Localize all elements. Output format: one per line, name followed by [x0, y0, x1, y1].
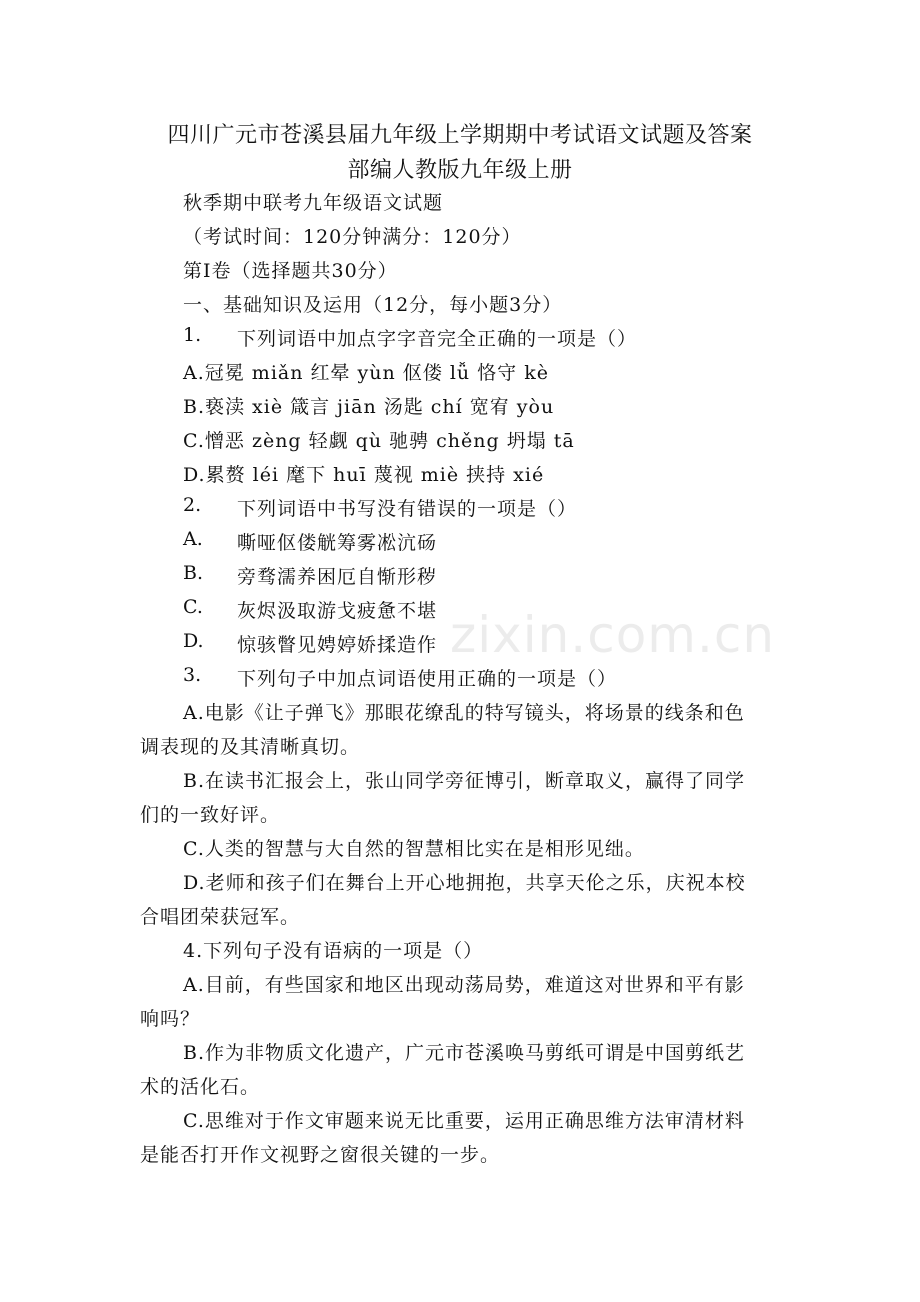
q3-option-c: C.人类的智慧与大自然的智慧相比实在是相形见绌。: [183, 838, 645, 860]
q4-option-c-cont: 是能否打开作文视野之窗很关键的一步。: [140, 1144, 501, 1166]
watermark: zixin.com.cn: [450, 606, 776, 664]
option-label: D.: [183, 630, 204, 652]
part-title: 一、基础知识及运用（12分，每小题3分）: [183, 294, 563, 316]
option-label: A.: [183, 528, 203, 550]
q1-option-d: D.累赘 léi 麾下 huī 蔑视 miè 挟持 xié: [183, 464, 545, 486]
question-3: 下列句子中加点词语使用正确的一项是（）: [237, 668, 618, 690]
q3-option-d-cont: 合唱团荣获冠军。: [140, 906, 301, 928]
section-title: 第Ⅰ卷（选择题共30分）: [183, 260, 398, 282]
q1-option-a: A.冠冕 miǎn 红晕 yùn 伛偻 lǚ 恪守 kè: [183, 362, 549, 384]
q3-option-d: D.老师和孩子们在舞台上开心地拥抱，共享天伦之乐，庆祝本校: [183, 872, 746, 894]
question-4: 4.下列句子没有语病的一项是（）: [183, 940, 484, 962]
question-2: 下列词语中书写没有错误的一项是（）: [237, 498, 578, 520]
q3-option-b: B.在读书汇报会上，张山同学旁征博引，断章取义，赢得了同学: [183, 770, 746, 792]
document-subtitle: 部编人教版九年级上册: [347, 158, 573, 183]
q4-option-a-cont: 响吗？: [140, 1008, 201, 1030]
question-number: 3.: [183, 664, 202, 686]
q4-option-a: A.目前，有些国家和地区出现动荡局势，难道这对世界和平有影: [183, 974, 745, 996]
exam-time: （考试时间：120分钟满分：120分）: [183, 226, 522, 248]
question-number: 2.: [183, 494, 202, 516]
exam-heading: 秋季期中联考九年级语文试题: [183, 192, 444, 214]
q2-option-b: 旁骛濡养困厄自惭形秽: [237, 566, 438, 588]
question-1: 下列词语中加点字字音完全正确的一项是（）: [237, 328, 638, 350]
q2-option-a: 嘶哑伛偻觥筹雾凇沆砀: [237, 532, 438, 554]
document-title: 四川广元市苍溪县届九年级上学期期中考试语文试题及答案: [167, 123, 753, 148]
q3-option-a-cont: 调表现的及其清晰真切。: [140, 736, 361, 758]
q1-option-c: C.憎恶 zèng 轻觑 qù 驰骋 chěng 坍塌 tā: [183, 430, 575, 452]
question-number: 1.: [183, 324, 202, 346]
q4-option-b: B.作为非物质文化遗产，广元市苍溪唤马剪纸可谓是中国剪纸艺: [183, 1042, 746, 1064]
q4-option-b-cont: 术的活化石。: [140, 1076, 261, 1098]
option-label: B.: [183, 562, 204, 584]
q3-option-a: A.电影《让子弹飞》那眼花缭乱的特写镜头，将场景的线条和色: [183, 702, 745, 724]
q3-option-b-cont: 们的一致好评。: [140, 804, 281, 826]
q2-option-d: 惊骇瞥见娉婷娇揉造作: [237, 634, 438, 656]
q2-option-c: 灰烬汲取游戈疲惫不堪: [237, 600, 438, 622]
q4-option-c: C.思维对于作文审题来说无比重要，运用正确思维方法审清材料: [183, 1110, 745, 1132]
q1-option-b: B.亵渎 xiè 箴言 jiān 汤匙 chí 宽宥 yòu: [183, 396, 555, 418]
option-label: C.: [183, 596, 203, 618]
